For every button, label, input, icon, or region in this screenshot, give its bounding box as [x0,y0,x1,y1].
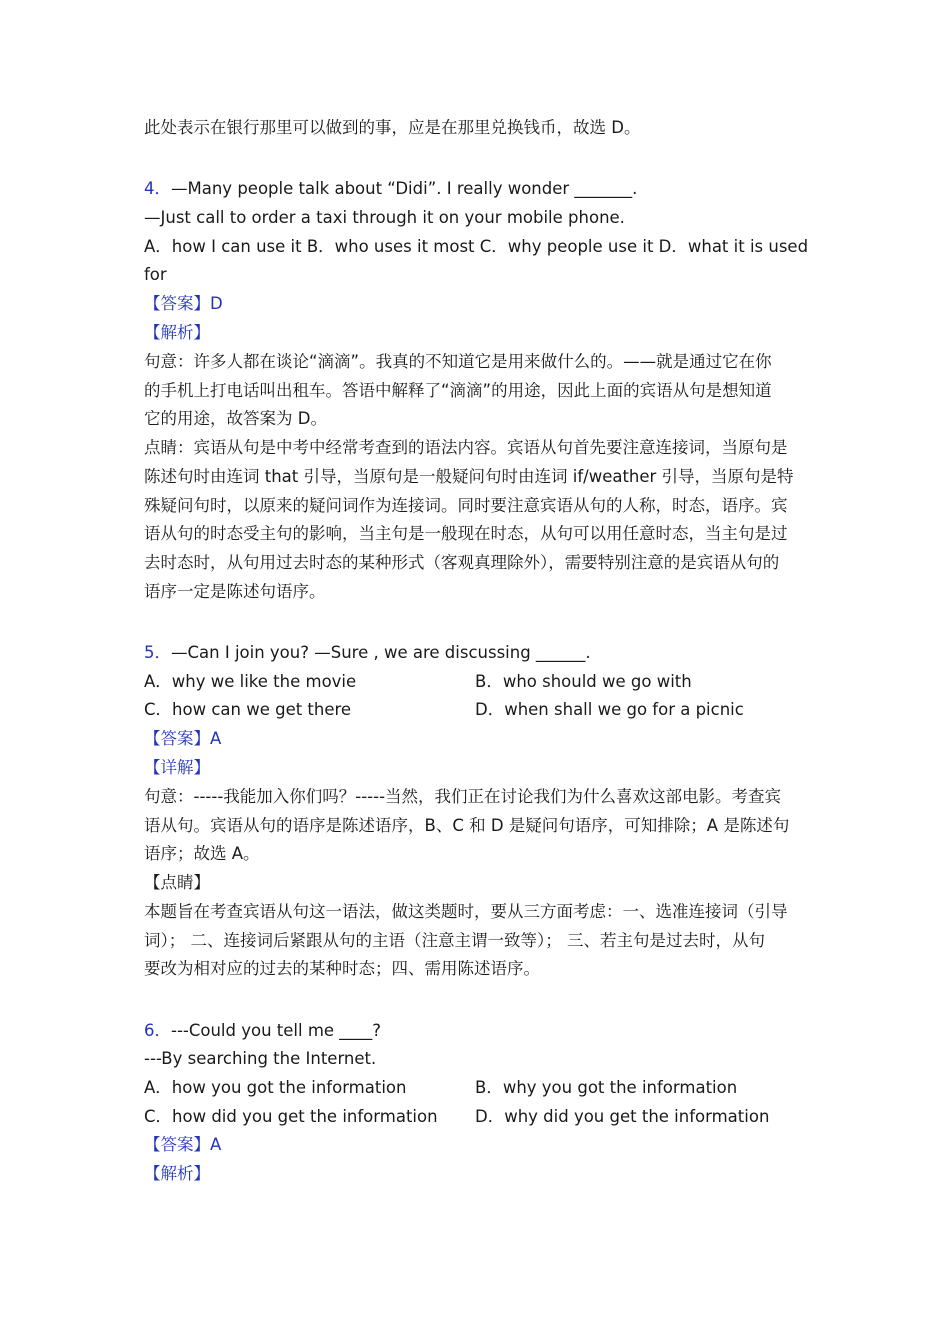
q5-stem: —Can I join you? —Sure , we are discussing ______. [171,643,591,662]
q4-analysis-line: 语从句的时态受主句的影响，当主句是一般现在时态，从句可以用任意时态，当主句是过 [144,524,788,543]
q4-stem: —Many people talk about “Didi”. I really wonder _______. [171,179,638,198]
q4-analysis-line: 语序一定是陈述句语序。 [144,582,326,601]
q5-tip-line: 本题旨在考查宾语从句这一语法，做这类题时，要从三方面考虑：一、选准连接词（引导 [144,902,788,921]
q4-analysis-line: 陈述句时由连词 that 引导，当原句是一般疑问句时由连词 if/weather 引导，当原句是特 [144,467,794,486]
q4-reply: —Just call to order a taxi through it on your mobile phone. [144,208,625,227]
q5-option-c: C．how can we get there [144,700,352,719]
q5-stem-line [144,638,814,667]
q5-option-d: D．when shall we go for a picnic [475,700,744,719]
q6-option-b: B．why you got the information [475,1078,738,1097]
q6-stem-line [144,1016,814,1045]
q4-answer-line [144,289,814,318]
q5-tip-label: 【点睛】 [144,873,210,892]
q4-answer-label: 【答案】 [144,294,210,313]
q5-number: 5． [144,643,171,662]
q4-answer: D [210,294,223,313]
q5-answer-line [144,724,814,753]
q5-options-row2 [144,695,814,724]
q5-option-a: A．why we like the movie [144,672,357,691]
q5-detail-label: 【详解】 [144,758,210,777]
q6-reply: ---By searching the Internet. [144,1049,377,1068]
q5-options-row1 [144,667,814,696]
q4-analysis-line: 句意：许多人都在谈论“滴滴”。我真的不知道它是用来做什么的。——就是通过它在你 [144,352,772,371]
intro-text: 此处表示在银行那里可以做到的事，应是在那里兑换钱币，故选 D。 [144,118,641,137]
q5-detail-line: 语序；故选 A。 [144,844,260,863]
q4-analysis-line: 的手机上打电话叫出租车。答语中解释了“滴滴”的用途，因此上面的宾语从句是想知道 [144,381,772,400]
q6-analysis-label: 【解析】 [144,1164,210,1183]
q5-detail-line: 句意：-----我能加入你们吗？-----当然，我们正在讨论我们为什么喜欢这部电影。考查宾 [144,787,782,806]
q4-analysis-line: 殊疑问句时，以原来的疑问词作为连接词。同时要注意宾语从句的人称，时态，语序。宾 [144,496,788,515]
q6-option-c: C．how did you get the information [144,1107,438,1126]
q4-number: 4． [144,179,171,198]
q5-tip-line: 要改为相对应的过去的某种时态；四、需用陈述语序。 [144,959,540,978]
q4-analysis-label: 【解析】 [144,323,210,342]
q6-stem: ---Could you tell me ____? [171,1021,382,1040]
q5-answer: A [210,729,222,748]
q5-option-b: B．who should we go with [475,672,692,691]
q5-tip-line: 词）； 二、连接词后紧跟从句的主语（注意主谓一致等）； 三、若主句是过去时，从句 [144,931,765,950]
q6-option-a: A．how you got the information [144,1078,407,1097]
q6-options-row2 [144,1102,814,1131]
q4-analysis-line: 去时态时，从句用过去时态的某种形式（客观真理除外），需要特别注意的是宾语从句的 [144,553,780,572]
q4-analysis-line: 它的用途，故答案为 D。 [144,409,327,428]
q4-analysis-line: 点睛：宾语从句是中考中经常考查到的语法内容。宾语从句首先要注意连接词，当原句是 [144,438,788,457]
q6-options-row1 [144,1073,814,1102]
q5-answer-label: 【答案】 [144,729,210,748]
q5-detail-line: 语从句。宾语从句的语序是陈述语序，B、C 和 D 是疑问句语序，可知排除；A 是陈述句 [144,816,790,835]
q6-answer-label: 【答案】 [144,1135,210,1154]
q4-options-line1: A．how I can use it B．who uses it most C．why people use it D．what it is used [144,237,809,256]
q6-answer: A [210,1135,222,1154]
q4-stem-line [144,174,814,203]
q4-options-line2: for [144,265,167,284]
q6-number: 6． [144,1021,171,1040]
q6-option-d: D．why did you get the information [475,1107,770,1126]
q6-answer-line [144,1130,814,1159]
